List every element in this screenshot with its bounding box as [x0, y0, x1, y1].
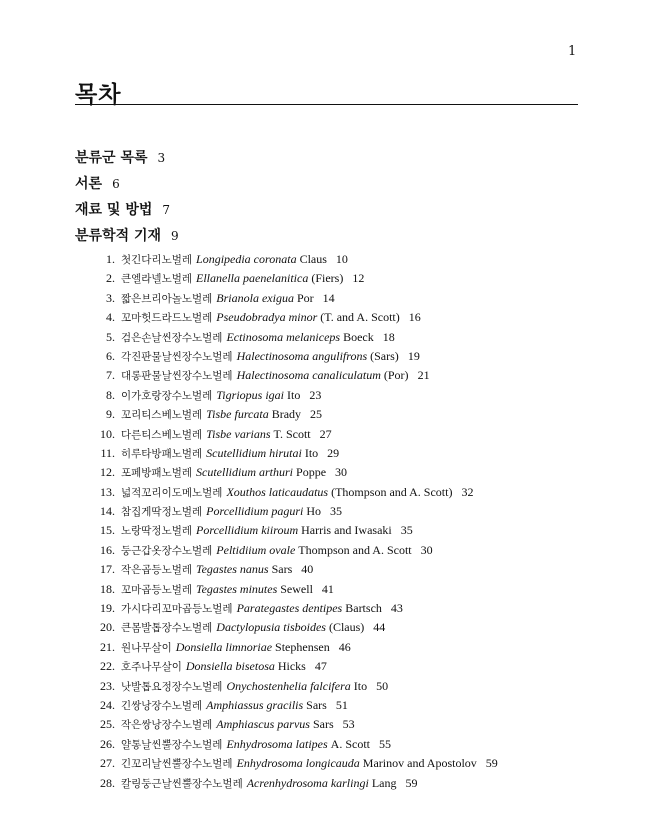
entry-page: 44 [373, 620, 386, 635]
section-item[interactable] [75, 199, 179, 225]
section-label: 서론 [75, 176, 103, 192]
entry-page: 55 [379, 736, 391, 751]
title-divider [75, 104, 578, 105]
entry-number: 8. [106, 387, 115, 402]
entry-page: 46 [338, 639, 351, 654]
entry-number: 16. [100, 542, 115, 557]
entry-page: 59 [485, 756, 498, 771]
entry-page: 29 [327, 445, 340, 460]
entry-number: 9. [106, 407, 115, 422]
entry-author: Claus [299, 252, 327, 266]
entry-korean-name: 꼬리티스베노벌레 [121, 409, 203, 422]
entry-scientific-name: Ectinosoma melaniceps [226, 329, 341, 344]
entry-scientific-name: Parategastes dentipes [236, 601, 343, 616]
entry-korean-name: 각진판물날씬장수노벌레 [121, 350, 233, 363]
entry-scientific-name: Brianola exigua [216, 290, 294, 305]
toc-entry[interactable] [92, 601, 498, 620]
entry-number: 12. [100, 465, 115, 480]
entry-number: 27. [100, 756, 115, 771]
entry-scientific-name: Acrenhydrosoma karlingi [246, 775, 369, 790]
section-label: 재료 및 방법 [75, 202, 153, 218]
entry-scientific-name: Xouthos laticaudatus [226, 484, 329, 499]
toc-entry[interactable] [92, 698, 498, 717]
entry-scientific-name: Enhydrosoma longicauda [236, 756, 360, 771]
entry-page: 51 [335, 697, 348, 712]
entry-author: Por [296, 290, 314, 305]
toc-entry[interactable] [92, 271, 498, 290]
section-item[interactable] [75, 147, 179, 173]
entry-korean-name: 짧은브리아놀노벌레 [121, 292, 213, 305]
entry-scientific-name: Tegastes minutes [196, 581, 278, 596]
entry-author: Lang [371, 775, 397, 790]
entry-number: 6. [106, 348, 115, 363]
toc-entry[interactable] [92, 717, 498, 736]
entry-number: 20. [100, 620, 115, 635]
entry-scientific-name: Dactylopusia tisboides [216, 620, 326, 635]
entry-korean-name: 넓적꼬리이도메노벌레 [121, 486, 223, 499]
toc-entry[interactable] [92, 756, 498, 775]
entry-number: 24. [100, 697, 115, 712]
entry-korean-name: 히루타방패노벌레 [121, 447, 203, 460]
toc-entry[interactable] [92, 582, 498, 601]
section-page: 7 [162, 203, 171, 217]
entry-scientific-name: Scutellidium hirutai [206, 445, 302, 460]
entry-korean-name: 작은쌍낭장수노벌레 [121, 719, 213, 732]
toc-entry[interactable] [92, 349, 498, 368]
entry-scientific-name: Donsiella limnoriae [175, 639, 273, 654]
entry-korean-name: 원나무살이 [121, 641, 172, 654]
entry-scientific-name: Pseudobradya minor [216, 310, 318, 325]
entry-page: 27 [319, 426, 332, 441]
entry-scientific-name: Ellanella paenelanitica [196, 271, 309, 286]
entry-author: (Por) [383, 368, 409, 383]
section-page: 6 [112, 177, 120, 191]
entry-korean-name: 긴꼬리날씬뿔장수노벌레 [121, 758, 233, 771]
entry-page: 50 [376, 678, 389, 693]
entry-korean-name: 다른티스베노벌레 [121, 428, 203, 441]
entry-number: 5. [106, 329, 115, 344]
toc-entry[interactable] [92, 407, 498, 426]
entry-number: 18. [100, 581, 115, 596]
section-item[interactable] [75, 173, 179, 199]
entry-scientific-name: Onychostenhelia falcifera [226, 678, 351, 693]
entry-number: 19. [100, 601, 115, 616]
entry-number: 13. [100, 484, 115, 499]
entry-number: 21. [100, 639, 115, 654]
entry-author: (Thompson and A. Scott) [331, 484, 453, 499]
entry-author: (Claus) [328, 620, 365, 635]
toc-entry[interactable] [92, 737, 498, 756]
entry-korean-name: 참집게딱정노벌레 [121, 506, 203, 519]
entry-page: 30 [420, 542, 433, 557]
entry-number: 28. [100, 775, 115, 790]
entry-page: 19 [407, 348, 420, 363]
entry-page: 59 [405, 775, 418, 790]
toc-entry[interactable] [92, 523, 498, 542]
toc-entry[interactable] [92, 388, 498, 407]
toc-entry[interactable] [92, 640, 498, 659]
entry-number: 4. [106, 310, 115, 325]
page-number: 1 [568, 44, 577, 59]
entry-author: (T. and A. Scott) [320, 310, 400, 325]
section-label: 분류군 목록 [75, 150, 148, 166]
entry-number: 2. [106, 271, 115, 286]
entry-page: 10 [335, 252, 348, 266]
entry-korean-name: 칼링둥근날씬뿔장수노벌레 [121, 777, 243, 790]
entry-korean-name: 꼬마곱등노벌레 [121, 583, 193, 596]
entry-korean-name: 둥근갑옷장수노벌레 [121, 544, 213, 557]
entry-number: 14. [100, 504, 115, 519]
entry-page: 18 [382, 329, 395, 344]
toc-entry[interactable] [92, 543, 498, 562]
entry-author: Ito [286, 387, 301, 402]
entry-author: (Sars) [370, 348, 399, 363]
entry-author: A. Scott [330, 736, 370, 751]
entry-author: Stephensen [275, 639, 330, 654]
toc-entry[interactable] [92, 679, 498, 698]
entry-korean-name: 꼬마헛드라드노벌레 [121, 312, 213, 325]
entry-page: 25 [310, 407, 323, 422]
entry-page: 21 [417, 368, 430, 383]
toc-entry[interactable] [92, 776, 498, 795]
entry-number: 17. [100, 562, 115, 577]
entry-author: Sars [312, 717, 334, 732]
entry-korean-name: 첫긴다리노벌레 [121, 254, 193, 266]
entry-scientific-name: Tegastes nanus [196, 562, 269, 577]
section-label: 분류학적 기재 [75, 228, 162, 244]
entry-page: 30 [335, 465, 348, 480]
entry-scientific-name: Halectinosoma canaliculatum [236, 368, 381, 383]
entry-number: 15. [100, 523, 115, 538]
entry-scientific-name: Porcellidium kiiroum [196, 523, 299, 538]
entry-page: 23 [309, 387, 322, 402]
entry-page: 35 [400, 523, 413, 538]
entry-korean-name: 큰몸발톱장수노벌레 [121, 622, 213, 635]
entry-author: Marinov and Apostolov [362, 756, 477, 771]
entry-scientific-name: Peltidiium ovale [216, 542, 296, 557]
entry-page: 43 [390, 601, 403, 616]
entry-page: 12 [352, 271, 365, 286]
toc-entry[interactable] [92, 562, 498, 581]
entry-number: 22. [100, 659, 115, 674]
entry-scientific-name: Halectinosoma angulifrons [236, 348, 368, 363]
toc-entry[interactable] [92, 465, 498, 484]
toc-entry[interactable] [92, 504, 498, 523]
entry-scientific-name: Amphiascus parvus [216, 717, 310, 732]
entry-scientific-name: Tisbe furcata [206, 407, 269, 422]
entry-number: 7. [106, 368, 115, 383]
section-page: 3 [157, 151, 166, 165]
page-title: 목차 [75, 82, 122, 108]
entry-page: 32 [461, 484, 474, 499]
entry-author: Sars [271, 562, 293, 577]
entry-page: 14 [322, 290, 335, 305]
entry-author: Ito [304, 445, 319, 460]
entry-korean-name: 검은손날씬장수노벌레 [121, 331, 223, 344]
entry-scientific-name: Porcellidium paguri [206, 504, 304, 519]
entry-author: Ito [353, 678, 368, 693]
toc-entry[interactable] [92, 446, 498, 465]
entry-page: 40 [301, 562, 314, 577]
entry-scientific-name: Tisbe varians [206, 426, 271, 441]
entry-scientific-name: Tigriopus igai [216, 387, 284, 402]
section-item[interactable] [75, 225, 179, 251]
entry-page: 35 [330, 504, 343, 519]
entry-page: 16 [408, 310, 421, 325]
entry-number: 10. [100, 426, 115, 441]
entry-korean-name: 대롱판물날씬장수노벌레 [121, 370, 233, 383]
entry-author: Bartsch [345, 601, 382, 616]
entry-number: 25. [100, 717, 115, 732]
entry-scientific-name: Donsiella bisetosa [185, 659, 275, 674]
toc-entry[interactable] [92, 252, 498, 271]
entry-scientific-name: Scutellidium arthuri [196, 465, 294, 480]
entry-number: 11. [100, 445, 115, 460]
entry-author: Poppe [296, 465, 327, 480]
entry-korean-name: 긴쌍낭장수노벌레 [121, 699, 203, 712]
toc-entry[interactable] [92, 659, 498, 678]
entry-scientific-name: Longipedia coronata [196, 252, 297, 266]
entry-number: 3. [106, 290, 115, 305]
entry-page: 53 [342, 717, 355, 732]
entry-number: 1. [106, 252, 115, 266]
entry-page: 47 [314, 659, 327, 674]
toc-entry[interactable] [92, 620, 498, 639]
entry-korean-name: 노랑딱정노벌레 [121, 525, 193, 538]
entry-author: Brady [271, 407, 302, 422]
entry-author: (Fiers) [311, 271, 344, 286]
entry-scientific-name: Amphiassus gracilis [206, 697, 304, 712]
entry-author: T. Scott [273, 426, 311, 441]
entry-korean-name: 작은곱등노벌레 [121, 564, 193, 577]
toc-entry[interactable] [92, 368, 498, 387]
entry-author: Hicks [277, 659, 306, 674]
entry-korean-name: 가시다리꼬마곱등노벌레 [121, 603, 233, 616]
toc-entry[interactable] [92, 291, 498, 310]
entry-author: Sars [306, 697, 327, 712]
entry-author: Ho [306, 504, 322, 519]
entry-number: 23. [100, 678, 115, 693]
toc-entry[interactable] [92, 310, 498, 329]
species-entry-list [92, 252, 498, 795]
entry-author: Boeck [343, 329, 374, 344]
section-list [75, 147, 179, 251]
entry-author: Thompson and A. Scott [298, 542, 412, 557]
entry-korean-name: 호주나무살이 [121, 661, 182, 674]
entry-page: 41 [321, 581, 334, 596]
entry-korean-name: 얄통날씬뿔장수노벌레 [121, 738, 223, 751]
entry-author: Sewell [280, 581, 313, 596]
entry-korean-name: 포페방패노벌레 [121, 467, 193, 480]
section-page: 9 [171, 229, 179, 243]
toc-entry[interactable] [92, 485, 498, 504]
toc-entry[interactable] [92, 427, 498, 446]
toc-entry[interactable] [92, 330, 498, 349]
entry-author: Harris and Iwasaki [301, 523, 392, 538]
entry-scientific-name: Enhydrosoma latipes [226, 736, 328, 751]
entry-number: 26. [100, 736, 115, 751]
entry-korean-name: 큰엘라넬노벌레 [121, 273, 193, 286]
entry-korean-name: 이가호랑장수노벌레 [121, 389, 213, 402]
entry-korean-name: 낫발톱요정장수노벌레 [121, 680, 223, 693]
